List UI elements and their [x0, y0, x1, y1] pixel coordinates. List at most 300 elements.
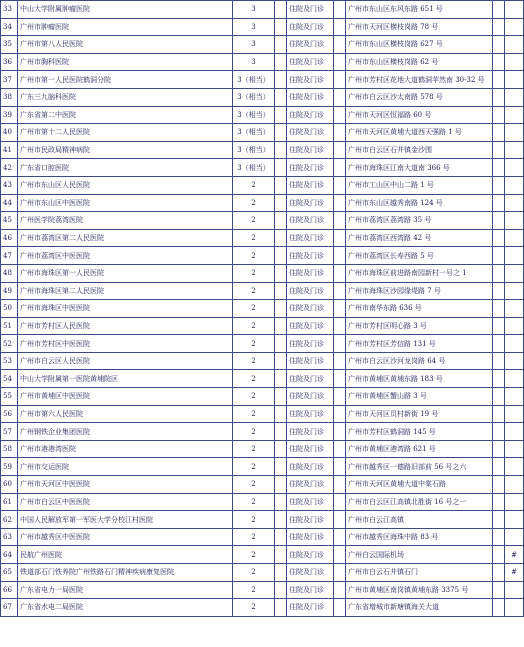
remark-mark — [505, 476, 524, 494]
hospital-grade: 3（相当） — [233, 106, 275, 124]
row-number: 46 — [1, 229, 18, 247]
table-row — [1, 247, 524, 265]
hospital-address: 广州市白云区沙河龙岗路 64 号 — [346, 352, 493, 370]
spacer-cell — [275, 18, 287, 36]
row-number: 40 — [1, 124, 18, 142]
row-number: 44 — [1, 194, 18, 212]
hospital-grade: 2 — [233, 458, 275, 476]
remark-mark — [505, 599, 524, 617]
row-number: 35 — [1, 36, 18, 54]
hospital-grade: 3（相当） — [233, 71, 275, 89]
row-number: 42 — [1, 159, 18, 177]
service-type: 住院及门诊 — [287, 423, 334, 441]
service-type: 住院及门诊 — [287, 458, 334, 476]
hospital-name: 广州市交运医院 — [18, 458, 233, 476]
service-type: 住院及门诊 — [287, 194, 334, 212]
spacer-cell — [275, 194, 287, 212]
row-number: 37 — [1, 71, 18, 89]
remark-mark — [505, 300, 524, 318]
service-type: 住院及门诊 — [287, 88, 334, 106]
row-number: 59 — [1, 458, 18, 476]
spacer-cell — [334, 88, 346, 106]
row-number: 38 — [1, 88, 18, 106]
spacer-cell — [334, 370, 346, 388]
hospital-grade: 3 — [233, 18, 275, 36]
hospital-address: 广州白云国际机场 — [346, 546, 493, 564]
remark-mark: # — [505, 546, 524, 564]
spacer-cell — [275, 458, 287, 476]
spacer-cell — [275, 300, 287, 318]
spacer-cell — [275, 124, 287, 142]
hospital-grade: 3（相当） — [233, 88, 275, 106]
hospital-grade: 2 — [233, 264, 275, 282]
spacer-cell — [275, 159, 287, 177]
hospital-address: 广州市黄埔区港湾路 621 号 — [346, 440, 493, 458]
spacer-cell — [275, 247, 287, 265]
spacer-cell — [493, 106, 505, 124]
spacer-cell — [334, 493, 346, 511]
hospital-name: 广州市黄埔区中医医院 — [18, 388, 233, 406]
service-type: 住院及门诊 — [287, 212, 334, 230]
spacer-cell — [334, 581, 346, 599]
spacer-cell — [493, 282, 505, 300]
spacer-cell — [334, 176, 346, 194]
spacer-cell — [493, 370, 505, 388]
row-number: 58 — [1, 440, 18, 458]
service-type: 住院及门诊 — [287, 511, 334, 529]
service-type: 住院及门诊 — [287, 581, 334, 599]
service-type: 住院及门诊 — [287, 282, 334, 300]
service-type: 住院及门诊 — [287, 159, 334, 177]
hospital-grade: 2 — [233, 511, 275, 529]
table-row — [1, 493, 524, 511]
remark-mark: # — [505, 564, 524, 582]
hospital-address: 广州市白云江高镇 — [346, 511, 493, 529]
hospital-grade: 2 — [233, 335, 275, 353]
table-row — [1, 352, 524, 370]
table-row — [1, 317, 524, 335]
remark-mark — [505, 370, 524, 388]
table-row — [1, 1, 524, 19]
table-row — [1, 423, 524, 441]
hospital-address: 广州市荔湾区荔湾路 35 号 — [346, 212, 493, 230]
spacer-cell — [275, 581, 287, 599]
row-number: 66 — [1, 581, 18, 599]
spacer-cell — [334, 476, 346, 494]
spacer-cell — [334, 528, 346, 546]
hospital-address: 广州市黄埔区蟹山路 3 号 — [346, 388, 493, 406]
hospital-name: 广州市天河区中医医院 — [18, 476, 233, 494]
service-type: 住院及门诊 — [287, 370, 334, 388]
spacer-cell — [275, 106, 287, 124]
spacer-cell — [493, 1, 505, 19]
hospital-name: 广州市第一人民医院鹤洞分院 — [18, 71, 233, 89]
hospital-address: 广州市芳村区芳信路 131 号 — [346, 335, 493, 353]
table-row — [1, 88, 524, 106]
table-row — [1, 370, 524, 388]
spacer-cell — [334, 264, 346, 282]
hospital-name: 广州市荔湾区第二人民医院 — [18, 229, 233, 247]
service-type: 住院及门诊 — [287, 124, 334, 142]
service-type: 住院及门诊 — [287, 18, 334, 36]
table-row — [1, 546, 524, 564]
hospital-address: 广州市黄埔区南岗镇黄埔东路 3375 号 — [346, 581, 493, 599]
spacer-cell — [334, 124, 346, 142]
spacer-cell — [275, 476, 287, 494]
row-number: 43 — [1, 176, 18, 194]
hospital-name: 广东省电力一局医院 — [18, 581, 233, 599]
row-number: 41 — [1, 141, 18, 159]
hospital-grade: 2 — [233, 476, 275, 494]
table-row — [1, 458, 524, 476]
remark-mark — [505, 106, 524, 124]
hospital-name: 广州钢铁企业集团医院 — [18, 423, 233, 441]
hospital-grade: 2 — [233, 300, 275, 318]
hospital-address: 广州市白云区沙太南路 578 号 — [346, 88, 493, 106]
remark-mark — [505, 247, 524, 265]
hospital-grade: 2 — [233, 229, 275, 247]
spacer-cell — [493, 546, 505, 564]
remark-mark — [505, 528, 524, 546]
hospital-name: 中山大学附属第一医院黄埔院区 — [18, 370, 233, 388]
service-type: 住院及门诊 — [287, 599, 334, 617]
table-row — [1, 124, 524, 142]
spacer-cell — [334, 106, 346, 124]
hospital-name: 广州市芳村区中医医院 — [18, 335, 233, 353]
row-number: 64 — [1, 546, 18, 564]
spacer-cell — [275, 370, 287, 388]
hospital-address: 广州市天河区黄埔大道西天强路 1 号 — [346, 124, 493, 142]
spacer-cell — [334, 300, 346, 318]
row-number: 67 — [1, 599, 18, 617]
hospital-address: 广州市天河区黄埔大道中棠石路 — [346, 476, 493, 494]
hospital-grade: 3 — [233, 53, 275, 71]
hospital-name: 广州医学院荔湾医院 — [18, 212, 233, 230]
spacer-cell — [334, 423, 346, 441]
service-type: 住院及门诊 — [287, 300, 334, 318]
hospital-grade: 2 — [233, 546, 275, 564]
hospital-name: 中国人民解放军第一军医大学分校江村医院 — [18, 511, 233, 529]
service-type: 住院及门诊 — [287, 528, 334, 546]
remark-mark — [505, 194, 524, 212]
row-number: 49 — [1, 282, 18, 300]
table-row — [1, 36, 524, 54]
table-row — [1, 53, 524, 71]
table-row — [1, 229, 524, 247]
spacer-cell — [334, 405, 346, 423]
row-number: 45 — [1, 212, 18, 230]
hospital-address: 广州市海珠区江南大道南 366 号 — [346, 159, 493, 177]
remark-mark — [505, 581, 524, 599]
hospital-name: 广州市第八人民医院 — [18, 36, 233, 54]
remark-mark — [505, 493, 524, 511]
spacer-cell — [275, 352, 287, 370]
hospital-grade: 2 — [233, 440, 275, 458]
hospital-name: 广州市海珠区第二人民医院 — [18, 282, 233, 300]
spacer-cell — [334, 18, 346, 36]
hospital-name: 广东省口腔医院 — [18, 159, 233, 177]
spacer-cell — [493, 458, 505, 476]
spacer-cell — [275, 317, 287, 335]
remark-mark — [505, 335, 524, 353]
row-number: 52 — [1, 335, 18, 353]
hospital-name: 民航广州医院 — [18, 546, 233, 564]
service-type: 住院及门诊 — [287, 141, 334, 159]
row-number: 62 — [1, 511, 18, 529]
hospital-grade: 3（相当） — [233, 124, 275, 142]
spacer-cell — [334, 36, 346, 54]
table-row — [1, 388, 524, 406]
spacer-cell — [334, 141, 346, 159]
spacer-cell — [493, 511, 505, 529]
hospital-grade: 2 — [233, 528, 275, 546]
table-row — [1, 212, 524, 230]
hospital-grade: 2 — [233, 493, 275, 511]
hospital-name: 广州市肿瘤医院 — [18, 18, 233, 36]
hospital-grade: 2 — [233, 388, 275, 406]
spacer-cell — [493, 88, 505, 106]
table-row — [1, 106, 524, 124]
spacer-cell — [334, 159, 346, 177]
spacer-cell — [493, 440, 505, 458]
service-type: 住院及门诊 — [287, 405, 334, 423]
hospital-address: 广州市天河区员村新街 19 号 — [346, 405, 493, 423]
row-number: 50 — [1, 300, 18, 318]
hospital-grade: 3 — [233, 36, 275, 54]
table-row — [1, 141, 524, 159]
table-row — [1, 264, 524, 282]
spacer-cell — [493, 352, 505, 370]
hospital-grade: 2 — [233, 581, 275, 599]
spacer-cell — [334, 229, 346, 247]
spacer-cell — [334, 458, 346, 476]
row-number: 57 — [1, 423, 18, 441]
hospital-grade: 3（相当） — [233, 159, 275, 177]
spacer-cell — [275, 264, 287, 282]
hospital-address: 广州市东山区东风东路 651 号 — [346, 1, 493, 19]
spacer-cell — [275, 212, 287, 230]
service-type: 住院及门诊 — [287, 229, 334, 247]
spacer-cell — [275, 564, 287, 582]
spacer-cell — [493, 581, 505, 599]
hospital-address: 广州市芳村区花地大道鹤洞苹然南 30-32 号 — [346, 71, 493, 89]
row-number: 51 — [1, 317, 18, 335]
service-type: 住院及门诊 — [287, 493, 334, 511]
hospital-name: 广州市海珠区第一人民医院 — [18, 264, 233, 282]
hospital-name: 广州市港港湾医院 — [18, 440, 233, 458]
hospital-name: 广州市东山区中医医院 — [18, 194, 233, 212]
table-row — [1, 405, 524, 423]
spacer-cell — [493, 159, 505, 177]
remark-mark — [505, 212, 524, 230]
service-type: 住院及门诊 — [287, 388, 334, 406]
table-row — [1, 581, 524, 599]
hospital-address: 广州市天河区横枝岗路 78 号 — [346, 18, 493, 36]
table-row — [1, 528, 524, 546]
service-type: 住院及门诊 — [287, 335, 334, 353]
hospital-address: 广州市荔湾区长寿西路 5 号 — [346, 247, 493, 265]
spacer-cell — [493, 71, 505, 89]
hospital-grade: 2 — [233, 599, 275, 617]
spacer-cell — [493, 194, 505, 212]
hospital-name: 广州市海珠区中医医院 — [18, 300, 233, 318]
service-type: 住院及门诊 — [287, 264, 334, 282]
spacer-cell — [334, 53, 346, 71]
spacer-cell — [493, 317, 505, 335]
spacer-cell — [493, 18, 505, 36]
row-number: 39 — [1, 106, 18, 124]
remark-mark — [505, 88, 524, 106]
spacer-cell — [275, 511, 287, 529]
spacer-cell — [493, 423, 505, 441]
remark-mark — [505, 388, 524, 406]
spacer-cell — [334, 317, 346, 335]
hospital-grade: 2 — [233, 282, 275, 300]
spacer-cell — [334, 1, 346, 19]
table-row — [1, 335, 524, 353]
remark-mark — [505, 229, 524, 247]
spacer-cell — [493, 264, 505, 282]
service-type: 住院及门诊 — [287, 352, 334, 370]
hospital-grade: 2 — [233, 194, 275, 212]
spacer-cell — [493, 176, 505, 194]
remark-mark — [505, 53, 524, 71]
service-type: 住院及门诊 — [287, 476, 334, 494]
hospital-name: 广州市第六人民医院 — [18, 405, 233, 423]
spacer-cell — [334, 282, 346, 300]
hospital-address: 广州市越秀区一德路旧部前 56 号之六 — [346, 458, 493, 476]
hospital-address: 广州市海珠区沙园缘堤路 7 号 — [346, 282, 493, 300]
hospital-grade: 2 — [233, 212, 275, 230]
spacer-cell — [275, 493, 287, 511]
table-row — [1, 564, 524, 582]
hospital-grade: 2 — [233, 352, 275, 370]
spacer-cell — [493, 212, 505, 230]
spacer-cell — [275, 229, 287, 247]
hospital-address: 广州市东山区横枝岗路 627 号 — [346, 36, 493, 54]
remark-mark — [505, 176, 524, 194]
table-row — [1, 599, 524, 617]
remark-mark — [505, 1, 524, 19]
spacer-cell — [493, 36, 505, 54]
spacer-cell — [334, 71, 346, 89]
service-type: 住院及门诊 — [287, 546, 334, 564]
table-row — [1, 71, 524, 89]
spacer-cell — [334, 247, 346, 265]
hospital-name: 广东省第二中医院 — [18, 106, 233, 124]
remark-mark — [505, 352, 524, 370]
hospital-grade: 2 — [233, 564, 275, 582]
hospital-name: 广州市胸科医院 — [18, 53, 233, 71]
service-type: 住院及门诊 — [287, 53, 334, 71]
row-number: 55 — [1, 388, 18, 406]
spacer-cell — [275, 1, 287, 19]
spacer-cell — [275, 440, 287, 458]
remark-mark — [505, 440, 524, 458]
remark-mark — [505, 141, 524, 159]
hospital-name: 广州市白云区人民医院 — [18, 352, 233, 370]
spacer-cell — [275, 388, 287, 406]
row-number: 54 — [1, 370, 18, 388]
hospital-name: 广东三九脑科医院 — [18, 88, 233, 106]
row-number: 63 — [1, 528, 18, 546]
remark-mark — [505, 159, 524, 177]
spacer-cell — [275, 36, 287, 54]
hospital-address: 广州市东山区越秀南路 124 号 — [346, 194, 493, 212]
service-type: 住院及门诊 — [287, 36, 334, 54]
spacer-cell — [275, 599, 287, 617]
hospital-grade: 2 — [233, 247, 275, 265]
spacer-cell — [334, 546, 346, 564]
hospital-address: 广州市芳村区明心路 3 号 — [346, 317, 493, 335]
service-type: 住院及门诊 — [287, 1, 334, 19]
remark-mark — [505, 405, 524, 423]
hospital-name: 铁道部石门铁养院广州铁路石门精神疾病康复医院 — [18, 564, 233, 582]
hospital-address: 广州市越秀区海珠中路 83 号 — [346, 528, 493, 546]
row-number: 33 — [1, 1, 18, 19]
service-type: 住院及门诊 — [287, 440, 334, 458]
spacer-cell — [493, 405, 505, 423]
table-row — [1, 300, 524, 318]
service-type: 住院及门诊 — [287, 317, 334, 335]
row-number: 48 — [1, 264, 18, 282]
spacer-cell — [493, 229, 505, 247]
spacer-cell — [334, 352, 346, 370]
spacer-cell — [334, 599, 346, 617]
hospital-address: 广东省增城市新塘镇海关大道 — [346, 599, 493, 617]
spacer-cell — [275, 528, 287, 546]
table-row — [1, 511, 524, 529]
spacer-cell — [275, 88, 287, 106]
spacer-cell — [334, 511, 346, 529]
hospital-address: 广州市芳村区鹤洞路 145 号 — [346, 423, 493, 441]
hospital-address: 广州市白云区石井镇金沙围 — [346, 141, 493, 159]
spacer-cell — [275, 71, 287, 89]
spacer-cell — [493, 599, 505, 617]
hospital-address: 广州市荔湾区西湾路 42 号 — [346, 229, 493, 247]
remark-mark — [505, 264, 524, 282]
hospital-address: 广州市南华东路 636 号 — [346, 300, 493, 318]
spacer-cell — [493, 124, 505, 142]
hospital-address: 广州市白云石井镇石门 — [346, 564, 493, 582]
spacer-cell — [493, 335, 505, 353]
spacer-cell — [334, 212, 346, 230]
remark-mark — [505, 18, 524, 36]
hospital-address: 广州市黄埔区黄埔东路 183 号 — [346, 370, 493, 388]
hospital-grade: 2 — [233, 423, 275, 441]
hospital-grade: 2 — [233, 370, 275, 388]
row-number: 61 — [1, 493, 18, 511]
table-row — [1, 476, 524, 494]
spacer-cell — [275, 53, 287, 71]
hospital-name: 广州市第十二人民医院 — [18, 124, 233, 142]
table-row — [1, 194, 524, 212]
hospital-grade: 3 — [233, 1, 275, 19]
hospital-name: 广州市民政局精神病院 — [18, 141, 233, 159]
hospital-address: 广州市海珠区前进路南园新村一号之 1 — [346, 264, 493, 282]
spacer-cell — [275, 282, 287, 300]
hospital-name: 广州市荔湾区中医医院 — [18, 247, 233, 265]
spacer-cell — [334, 194, 346, 212]
hospital-address: 广州市白云区江高镇北胜街 16 号之一 — [346, 493, 493, 511]
remark-mark — [505, 458, 524, 476]
hospital-grade: 2 — [233, 405, 275, 423]
spacer-cell — [334, 388, 346, 406]
hospital-name: 广州市东山区人民医院 — [18, 176, 233, 194]
spacer-cell — [493, 528, 505, 546]
spacer-cell — [275, 405, 287, 423]
spacer-cell — [275, 335, 287, 353]
